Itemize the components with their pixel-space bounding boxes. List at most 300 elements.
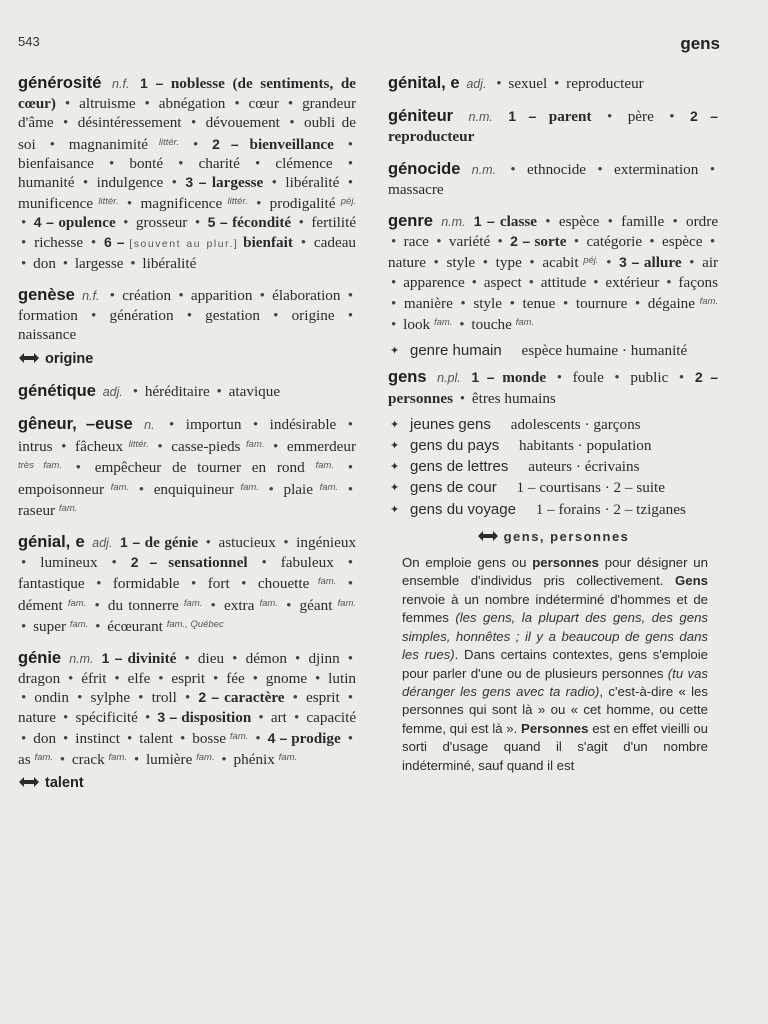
separator-dot: • bbox=[573, 233, 580, 251]
sub-entry-text bbox=[410, 415, 718, 434]
synonym: géant bbox=[299, 596, 333, 614]
synonym: indésirable bbox=[269, 416, 337, 434]
synonym: massacre bbox=[388, 180, 444, 198]
synonym: cadeau bbox=[313, 233, 357, 251]
separator-dot: • bbox=[436, 233, 442, 251]
synonym: façons bbox=[678, 273, 719, 291]
synonym: formation bbox=[18, 307, 78, 325]
separator-dot: • bbox=[268, 480, 274, 498]
dictionary-entry bbox=[18, 74, 356, 273]
separator-dot: • bbox=[184, 650, 190, 668]
synonym: dégaine bbox=[647, 294, 696, 312]
synonym: touche bbox=[471, 316, 512, 334]
separator-dot: • bbox=[289, 114, 295, 132]
synonym: instinct bbox=[75, 729, 121, 747]
synonym: naissance bbox=[18, 326, 77, 344]
synonym: race bbox=[403, 233, 429, 251]
register-label: littér. bbox=[227, 196, 248, 208]
separator-dot: • bbox=[347, 416, 354, 434]
remark-title-text: gens, personnes bbox=[503, 528, 630, 544]
separator-dot: • bbox=[194, 214, 201, 232]
synonym: extérieur bbox=[605, 273, 660, 291]
separator-dot: • bbox=[496, 75, 502, 92]
separator-dot: • bbox=[261, 554, 267, 572]
column-left bbox=[18, 74, 356, 807]
synonym: empoisonneur bbox=[18, 480, 105, 498]
primary-synonym: reproducteur bbox=[388, 128, 475, 146]
separator-dot: • bbox=[672, 213, 678, 231]
separator-dot: • bbox=[126, 729, 133, 747]
synonym: démon bbox=[245, 650, 287, 668]
headword: gens bbox=[388, 368, 427, 387]
separator-dot: • bbox=[232, 650, 238, 668]
sub-entry bbox=[388, 500, 718, 519]
register-label: littér. bbox=[128, 439, 149, 451]
headword: génétique bbox=[18, 381, 96, 400]
antonym-word: origine bbox=[45, 350, 94, 367]
synonym: fertilité bbox=[311, 214, 357, 232]
synonym: création bbox=[122, 287, 172, 305]
synonym: prodigalité bbox=[269, 195, 336, 213]
synonym: espèce bbox=[558, 213, 600, 231]
separator-dot: • bbox=[178, 287, 184, 305]
separator-dot: • bbox=[123, 214, 129, 232]
synonym: crack bbox=[71, 751, 105, 769]
sub-entry-term: gens de lettres bbox=[410, 458, 509, 476]
separator-dot: • bbox=[138, 480, 145, 498]
separator-dot: • bbox=[347, 480, 354, 498]
grammar-label: adj. bbox=[102, 384, 123, 399]
register-label: fam. bbox=[34, 752, 53, 764]
synonym: style bbox=[446, 254, 476, 272]
separator-dot: • bbox=[391, 273, 397, 291]
synonym: cœur bbox=[248, 95, 279, 113]
sub-entry-term: genre humain bbox=[410, 342, 502, 360]
separator-dot: • bbox=[300, 233, 307, 251]
synonym: dévouement bbox=[205, 114, 280, 132]
separator-dot: • bbox=[497, 233, 503, 251]
sub-entry-text bbox=[410, 457, 718, 476]
synonym: abnégation bbox=[158, 95, 226, 113]
separator-dot: • bbox=[63, 708, 69, 726]
separator-dot: • bbox=[158, 670, 164, 688]
register-label: fam. bbox=[229, 730, 249, 742]
grammar-label: adj. bbox=[92, 536, 113, 551]
synonym: bonté bbox=[129, 154, 164, 172]
primary-synonym: largesse bbox=[211, 174, 264, 192]
synonym: attitude bbox=[540, 273, 587, 291]
synonym: gestation bbox=[205, 307, 260, 325]
primary-synonym: fécondité bbox=[232, 214, 292, 232]
separator-dot: • bbox=[273, 438, 279, 456]
synonym: clémence bbox=[275, 154, 333, 172]
synonym: raseur bbox=[18, 501, 56, 519]
antonym-arrow-icon bbox=[18, 352, 40, 364]
register-label: fam. bbox=[58, 502, 78, 514]
register-label: fam. bbox=[278, 752, 298, 764]
synonym: richesse bbox=[34, 233, 84, 251]
separator-dot: • bbox=[391, 294, 397, 312]
primary-synonym: bienfait bbox=[243, 233, 293, 251]
separator-dot: • bbox=[347, 650, 354, 668]
synonym: reproducteur bbox=[566, 75, 644, 92]
synonym: aspect bbox=[483, 273, 522, 291]
synonym: munificence bbox=[18, 195, 94, 213]
synonym: lumineux bbox=[40, 554, 98, 572]
synonym: talent bbox=[139, 729, 173, 747]
separator-dot: • bbox=[709, 233, 716, 251]
sense-number: 4 – bbox=[33, 214, 54, 231]
dictionary-entry bbox=[18, 382, 356, 402]
synonym: look bbox=[403, 316, 431, 334]
grammar-label: n.m. bbox=[69, 652, 94, 667]
sub-entry bbox=[388, 457, 718, 476]
separator-dot: • bbox=[21, 617, 27, 635]
separator-dot: • bbox=[21, 729, 27, 747]
sub-entry bbox=[388, 415, 718, 434]
separator-dot: • bbox=[68, 670, 74, 688]
usage-remark: On emploie gens ou personnes pour désigner un ensemble d'individus pris collectivement. Gens renvoie à un nombre indéterminé d'hommes et de femmes (les gens, la plupart des gens, des gens simples, honnêtes ; il y a beaucoup de gens dans les rues). Dans certains contextes, gens s'emploie pour parler d'une ou de plusieurs personnes (tu vas déranger les gens avec ta radio), c'est-à-dire « les personnes qui sont là » ou « cet homme, ou cette femme, qui est là ». Personnes est en effet vieilli ou sorti d'usage quand il s'agit d'un nombre indéterminé, sauf quand il est bbox=[402, 555, 708, 773]
synonym: importun bbox=[185, 416, 242, 434]
separator-dot: • bbox=[293, 708, 300, 726]
register-label: fam. bbox=[515, 317, 535, 329]
separator-dot: • bbox=[126, 195, 133, 213]
synonym: grosseur bbox=[135, 214, 188, 232]
synonym: apparence bbox=[403, 273, 465, 291]
synonym: esprit bbox=[305, 689, 340, 707]
remark-title bbox=[388, 527, 718, 546]
synonym: magnanimité bbox=[68, 135, 149, 153]
primary-synonym: bienveillance bbox=[249, 135, 334, 153]
synonym: chouette bbox=[257, 575, 310, 593]
sub-entry-synonyms: espèce humaine · humanité bbox=[521, 342, 688, 360]
sense-number: 2 – bbox=[198, 689, 220, 706]
separator-dot: • bbox=[234, 95, 240, 113]
separator-dot: • bbox=[64, 95, 71, 113]
synonym: magnificence bbox=[140, 195, 223, 213]
sub-entry-synonyms: 1 – forains · 2 – tziganes bbox=[535, 500, 686, 518]
synonym: origine bbox=[291, 307, 335, 325]
sense-number: 1 – bbox=[473, 213, 495, 230]
primary-synonym: classe bbox=[499, 213, 538, 231]
primary-synonym: allure bbox=[643, 254, 682, 272]
grammar-label: n.pl. bbox=[437, 371, 461, 386]
synonym: plaie bbox=[283, 480, 313, 498]
synonym: fantastique bbox=[18, 575, 85, 593]
sub-entry bbox=[388, 478, 718, 497]
synonym: charité bbox=[198, 154, 240, 172]
sense-number: 6 – bbox=[104, 233, 125, 250]
separator-dot: • bbox=[133, 751, 140, 769]
synonym: espèce bbox=[662, 233, 703, 251]
primary-synonym: divinité bbox=[127, 650, 177, 668]
synonym: père bbox=[627, 108, 654, 126]
grammar-label: n.m. bbox=[471, 162, 497, 177]
separator-dot: • bbox=[213, 670, 219, 688]
separator-dot: • bbox=[114, 670, 120, 688]
separator-dot: • bbox=[95, 617, 101, 635]
separator-dot: • bbox=[273, 307, 279, 325]
separator-dot: • bbox=[179, 729, 186, 747]
synonym: empêcheur de tourner en rond bbox=[94, 459, 305, 477]
separator-dot: • bbox=[347, 729, 354, 747]
separator-dot: • bbox=[21, 689, 27, 707]
synonym: type bbox=[495, 254, 522, 272]
separator-dot: • bbox=[283, 534, 289, 552]
synonym: lutin bbox=[328, 670, 357, 688]
synonym: apparition bbox=[190, 287, 253, 305]
headword: génie bbox=[18, 649, 62, 668]
separator-dot: • bbox=[130, 254, 136, 272]
separator-dot: • bbox=[256, 195, 262, 213]
sense-number: 3 – bbox=[619, 254, 640, 271]
register-label: fam. bbox=[259, 597, 278, 609]
synonym: public bbox=[630, 369, 669, 387]
separator-dot: • bbox=[606, 254, 612, 272]
synonym: catégorie bbox=[586, 233, 643, 251]
primary-synonym: prodige bbox=[291, 729, 341, 747]
synonym: dragon bbox=[18, 670, 61, 688]
separator-dot: • bbox=[292, 689, 298, 707]
synonym: nature bbox=[388, 254, 426, 272]
sense-number: 4 – bbox=[267, 729, 288, 746]
primary-synonym: de génie bbox=[144, 534, 199, 552]
separator-dot: • bbox=[21, 254, 27, 272]
separator-dot: • bbox=[169, 416, 175, 434]
primary-synonym: caractère bbox=[224, 689, 285, 707]
separator-dot: • bbox=[178, 154, 184, 172]
separator-dot: • bbox=[669, 108, 675, 126]
register-label: fam. bbox=[315, 460, 334, 472]
separator-dot: • bbox=[347, 689, 354, 707]
sense-number: 2 – bbox=[130, 554, 158, 571]
dictionary-entry bbox=[388, 74, 718, 94]
remark-arrow-icon bbox=[477, 530, 499, 542]
separator-dot: • bbox=[108, 154, 115, 172]
sense-number: 2 – bbox=[690, 108, 719, 125]
register-label: péj. bbox=[340, 196, 357, 208]
sub-entry-text bbox=[410, 500, 718, 519]
separator-dot: • bbox=[347, 554, 354, 572]
page-number: 543 bbox=[18, 34, 40, 49]
dictionary-entry bbox=[388, 368, 718, 407]
synonym: fort bbox=[207, 575, 230, 593]
register-label: fam. bbox=[433, 317, 453, 329]
synonym: air bbox=[702, 254, 719, 272]
synonym: spécificité bbox=[75, 708, 138, 726]
sub-entry-synonyms: 1 – courtisans · 2 – suite bbox=[516, 479, 666, 497]
separator-dot: • bbox=[21, 554, 27, 572]
register-label: littér. bbox=[158, 136, 180, 148]
sub-entry-term: jeunes gens bbox=[410, 415, 491, 433]
dictionary-entry bbox=[388, 212, 718, 334]
synonym: esprit bbox=[171, 670, 206, 688]
headword: génital, e bbox=[388, 74, 460, 92]
grammar-label: n. bbox=[144, 418, 155, 433]
synonym: du tonnerre bbox=[107, 596, 179, 614]
synonym: libéralité bbox=[142, 254, 197, 272]
separator-dot: • bbox=[132, 382, 139, 400]
separator-dot: • bbox=[252, 416, 259, 434]
separator-dot: • bbox=[255, 729, 261, 747]
register-label: fam. bbox=[337, 597, 357, 609]
sense-number: 1 – bbox=[140, 75, 164, 91]
register-label: fam., Québec bbox=[166, 618, 224, 630]
synonym: djinn bbox=[308, 650, 340, 668]
sub-entry-term: gens du voyage bbox=[410, 500, 516, 518]
antonym-word: talent bbox=[45, 775, 84, 792]
synonym: tenue bbox=[522, 294, 556, 312]
separator-dot: • bbox=[171, 174, 177, 192]
synonym: ethnocide bbox=[527, 160, 587, 178]
separator-dot: • bbox=[21, 214, 27, 232]
separator-dot: • bbox=[216, 382, 222, 400]
diamond-bullet-icon: ✦ bbox=[390, 502, 400, 516]
separator-dot: • bbox=[391, 233, 397, 251]
synonym: lumière bbox=[145, 751, 193, 769]
separator-dot: • bbox=[347, 135, 354, 153]
primary-synonym: opulence bbox=[58, 214, 116, 232]
separator-dot: • bbox=[556, 369, 563, 387]
separator-dot: • bbox=[210, 596, 216, 614]
register-label: fam. bbox=[317, 576, 337, 588]
separator-dot: • bbox=[184, 689, 191, 707]
headword: génial, e bbox=[18, 533, 85, 552]
synonym: as bbox=[18, 751, 31, 769]
sub-entry bbox=[388, 341, 718, 360]
grammar-label: n.f. bbox=[112, 77, 130, 91]
separator-dot: • bbox=[259, 287, 265, 305]
sense-number: 2 – bbox=[510, 233, 531, 250]
sub-entry-synonyms: auteurs · écrivains bbox=[528, 458, 640, 476]
synonym: humanité bbox=[18, 174, 75, 192]
dictionary-entry bbox=[18, 415, 356, 520]
sense-number: 3 – bbox=[185, 174, 207, 191]
separator-dot: • bbox=[90, 233, 97, 251]
separator-dot: • bbox=[709, 160, 716, 178]
separator-dot: • bbox=[554, 75, 560, 92]
separator-dot: • bbox=[614, 369, 620, 387]
separator-dot: • bbox=[21, 233, 27, 251]
primary-synonym: monde bbox=[502, 369, 547, 387]
headword: gêneur, –euse bbox=[18, 415, 133, 434]
synonym: extra bbox=[223, 596, 255, 614]
sub-entry-term: gens de cour bbox=[410, 479, 497, 497]
separator-dot: • bbox=[63, 114, 69, 132]
synonym: art bbox=[270, 708, 287, 726]
register-label: fam. bbox=[699, 295, 719, 307]
primary-synonym: personnes bbox=[388, 389, 453, 407]
register-label: fam. bbox=[183, 597, 203, 609]
separator-dot: • bbox=[286, 596, 292, 614]
separator-dot: • bbox=[347, 307, 354, 325]
synonym: fâcheux bbox=[75, 438, 124, 456]
primary-synonym: sensationnel bbox=[168, 554, 248, 572]
separator-dot: • bbox=[138, 689, 144, 707]
separator-dot: • bbox=[82, 174, 89, 192]
separator-dot: • bbox=[347, 575, 354, 593]
separator-dot: • bbox=[459, 316, 465, 334]
register-label: fam. bbox=[196, 752, 215, 764]
headword: générosité bbox=[18, 74, 102, 92]
register-label: fam. bbox=[246, 439, 265, 451]
synonym: extermination bbox=[614, 160, 699, 178]
register-label: fam. bbox=[108, 752, 128, 764]
diamond-bullet-icon: ✦ bbox=[390, 460, 400, 474]
synonym: dément bbox=[18, 596, 63, 614]
synonym: héréditaire bbox=[144, 382, 210, 400]
register-label: fam. bbox=[67, 597, 87, 609]
separator-dot: • bbox=[62, 254, 69, 272]
separator-dot: • bbox=[190, 575, 197, 593]
sense-number: 1 – bbox=[101, 650, 123, 667]
separator-dot: • bbox=[649, 233, 655, 251]
diamond-bullet-icon: ✦ bbox=[390, 344, 400, 358]
dictionary-entry bbox=[388, 160, 718, 199]
synonym: altruisme bbox=[79, 95, 136, 113]
separator-dot: • bbox=[94, 596, 100, 614]
separator-dot: • bbox=[433, 254, 439, 272]
synonym: sylphe bbox=[90, 689, 131, 707]
separator-dot: • bbox=[205, 534, 211, 552]
sense-number: 2 – bbox=[694, 369, 719, 386]
antonym bbox=[18, 350, 356, 369]
sense-number: 2 – bbox=[212, 135, 239, 152]
register-label: fam. bbox=[240, 481, 259, 493]
sub-entry-text bbox=[410, 341, 718, 360]
sense-number: 1 – bbox=[508, 108, 537, 125]
separator-dot: • bbox=[61, 438, 67, 456]
primary-synonym: parent bbox=[548, 108, 592, 126]
grammar-label: n.m. bbox=[441, 215, 466, 230]
synonym: gnome bbox=[265, 670, 308, 688]
synonym: élaboration bbox=[272, 287, 341, 305]
sense-number: 3 – bbox=[157, 708, 178, 725]
register-label: littér. bbox=[98, 196, 119, 208]
separator-dot: • bbox=[254, 154, 261, 172]
synonym: foule bbox=[572, 369, 604, 387]
separator-dot: • bbox=[347, 287, 354, 305]
separator-dot: • bbox=[314, 670, 321, 688]
separator-dot: • bbox=[347, 154, 354, 172]
synonym: nature bbox=[18, 708, 56, 726]
register-label: très fam. bbox=[18, 460, 62, 472]
headword: genèse bbox=[18, 286, 75, 305]
dictionary-entry bbox=[18, 649, 356, 769]
synonym: intrus bbox=[18, 438, 53, 456]
synonym: bienfaisance bbox=[18, 154, 94, 172]
separator-dot: • bbox=[545, 213, 551, 231]
separator-dot: • bbox=[96, 575, 102, 593]
separator-dot: • bbox=[509, 294, 515, 312]
synonym: ingénieux bbox=[296, 534, 357, 552]
separator-dot: • bbox=[287, 95, 294, 113]
separator-dot: • bbox=[192, 135, 199, 153]
separator-dot: • bbox=[459, 389, 466, 407]
synonym: acabit bbox=[542, 254, 579, 272]
separator-dot: • bbox=[634, 294, 641, 312]
separator-dot: • bbox=[460, 294, 466, 312]
separator-dot: • bbox=[562, 294, 569, 312]
sub-entry-synonyms: adolescents · garçons bbox=[510, 415, 641, 433]
synonym: largesse bbox=[74, 254, 124, 272]
synonym: formidable bbox=[112, 575, 180, 593]
synonym: fée bbox=[226, 670, 245, 688]
diamond-bullet-icon: ✦ bbox=[390, 439, 400, 453]
separator-dot: • bbox=[298, 214, 304, 232]
separator-dot: • bbox=[59, 751, 66, 769]
separator-dot: • bbox=[471, 273, 477, 291]
